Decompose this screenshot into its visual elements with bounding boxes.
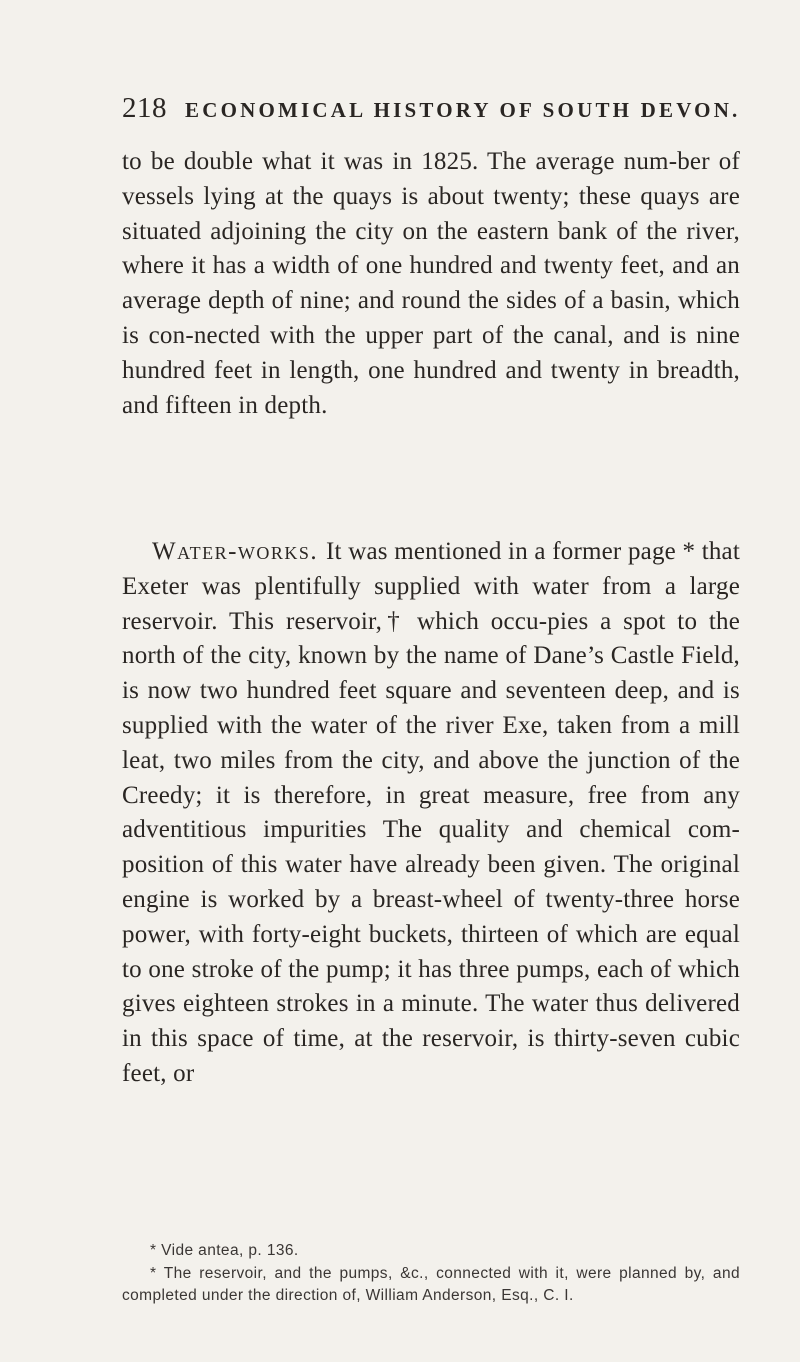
- page-header: [122, 92, 742, 125]
- paragraph-water-works: [122, 535, 740, 1092]
- paragraph-text: It was mentioned in a former page * that Exeter was plentifully supplied with water from a large reservoir. This reservoir,† which occu-pies a spot to the north of the city, known by the name of Dane’s Castle Field, is now two hundred feet square and seventeen deep, and is supplied with the water of the river Exe, taken from a mill leat, two miles from the city, and above the junction of the Creedy; it is therefore, in great measure, free from any adventitious impurities The quality and chemical com-position of this water have already been given. The original engine is worked by a breast-wheel of twenty-three horse power, with forty-eight buckets, thirteen of which are equal to one stroke of the pump; it has three pumps, each of which gives eighteen strokes in a minute. The water thus delivered in this space of time, at the reservoir, is thirty-seven cubic feet, or: [122, 538, 740, 1087]
- paragraph-quays: [122, 145, 740, 423]
- paragraph-text: to be double what it was in 1825. The average num-ber of vessels lying at the quays is about twenty; these quays are situated adjoining the city on the eastern bank of the river, where it has a width of one hundred and twenty feet, and an average depth of nine; and round the sides of a basin, which is con-nected with the upper part of the canal, and is nine hundred feet in length, one hundred and twenty in breadth, and fifteen in depth.: [122, 148, 740, 419]
- section-heading: Water-works.: [152, 538, 326, 565]
- footnote-vide-antea: * Vide antea, p. 136.: [150, 1242, 299, 1259]
- page-number: 218: [122, 92, 167, 124]
- footnote-reservoir: * The reservoir, and the pumps, &c., connected with it, were planned by, and completed under the direction of, William Anderson, Esq., C. I.: [122, 1264, 740, 1304]
- footnotes: [122, 1240, 740, 1308]
- running-title: ECONOMICAL HISTORY OF SOUTH DEVON.: [185, 98, 741, 122]
